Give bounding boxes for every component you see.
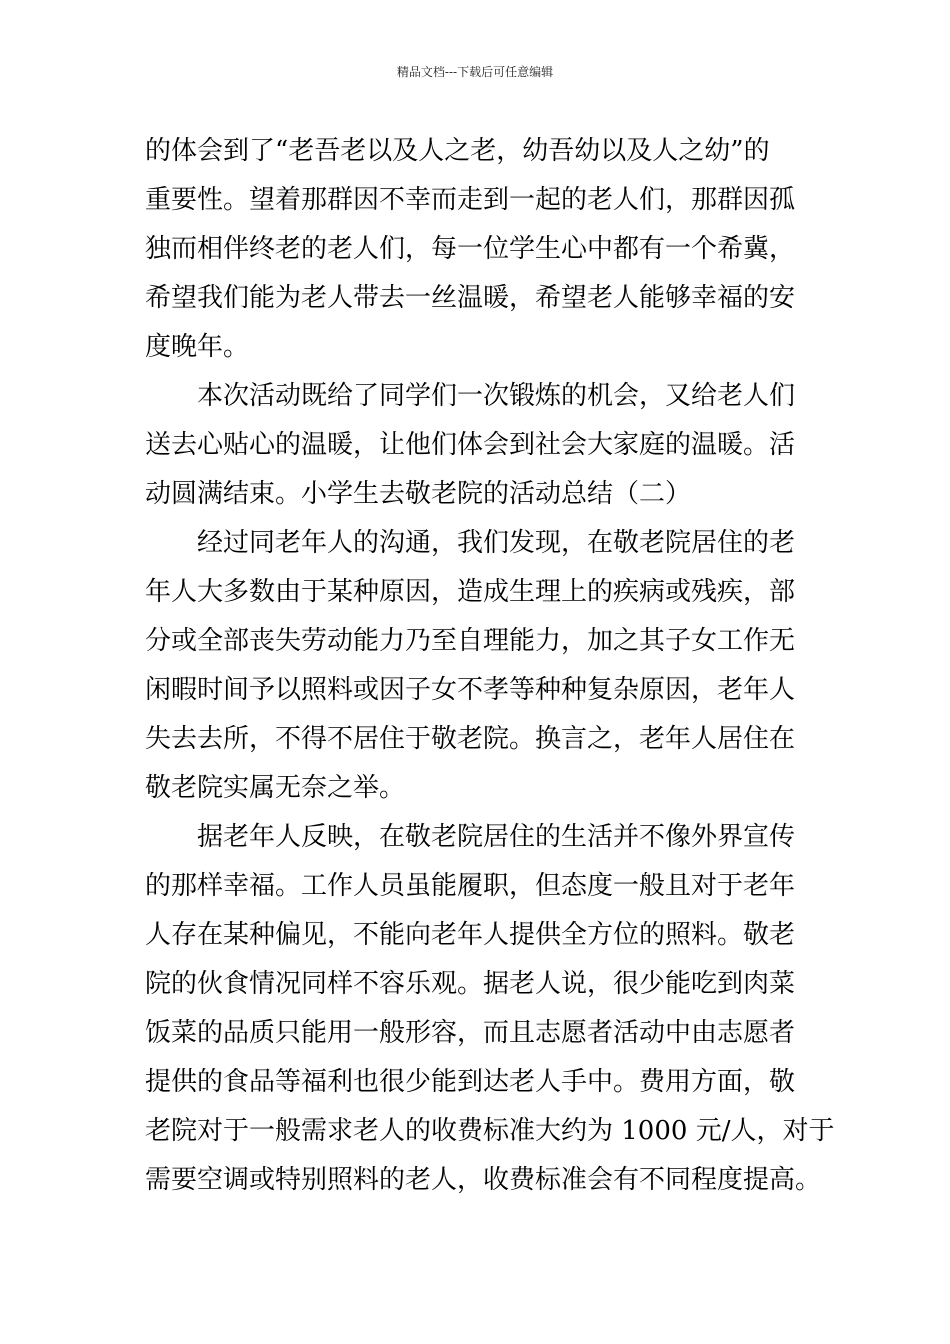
paragraph-4	[145, 813, 835, 1205]
text-line: 动圆满结束。小学生去敬老院的活动总结（二）	[145, 479, 692, 509]
paragraph-1	[145, 127, 811, 372]
paragraph-3	[145, 519, 811, 813]
text-line: 分或全部丧失劳动能力乃至自理能力，加之其子女工作无	[145, 626, 796, 656]
text-line: 本次活动既给了同学们一次锻炼的机会，又给老人们	[197, 381, 796, 411]
text-line: 院的伙食情况同样不容乐观。据老人说，很少能吃到肉菜	[145, 969, 796, 999]
text-line: 独而相伴终老的老人们，每一位学生心中都有一个希冀，	[145, 234, 796, 264]
text-line: 的那样幸福。工作人员虽能履职，但态度一般且对于老年	[145, 871, 796, 901]
text-line: 敬老院实属无奈之举。	[145, 773, 406, 803]
page-header: 精品文档---下载后可任意编辑	[396, 65, 554, 79]
text-line: 需要空调或特别照料的老人，收费标准会有不同程度提高。	[145, 1165, 822, 1195]
text-line: 希望我们能为老人带去一丝温暖，希望老人能够幸福的安	[145, 283, 796, 313]
paragraph-2	[145, 372, 811, 519]
text-line: 失去去所，不得不居住于敬老院。换言之，老年人居住在	[145, 724, 796, 754]
text-line: 重要性。望着那群因不幸而走到一起的老人们，那群因孤	[145, 185, 796, 215]
text-line: 经过同老年人的沟通，我们发现，在敬老院居住的老	[197, 528, 796, 558]
text-line: 老院对于一般需求老人的收费标准大约为 1000 元/人，对于	[145, 1116, 835, 1146]
text-line: 饭菜的品质只能用一般形容，而且志愿者活动中由志愿者	[145, 1018, 796, 1048]
text-line: 年人大多数由于某种原因，造成生理上的疾病或残疾，部	[145, 577, 796, 607]
text-line: 度晚年。	[145, 332, 250, 362]
text-line: 提供的食品等福利也很少能到达老人手中。费用方面，敬	[145, 1067, 796, 1097]
text-line: 人存在某种偏见，不能向老年人提供全方位的照料。敬老	[145, 920, 796, 950]
document-body	[145, 127, 835, 1205]
text-line: 闲暇时间予以照料或因子女不孝等种种复杂原因，老年人	[145, 675, 796, 705]
text-line: 送去心贴心的温暖，让他们体会到社会大家庭的温暖。活	[145, 430, 796, 460]
text-line: 据老年人反映，在敬老院居住的生活并不像外界宣传	[197, 822, 796, 852]
text-line: 的体会到了“老吾老以及人之老，幼吾幼以及人之幼”的	[145, 136, 770, 166]
